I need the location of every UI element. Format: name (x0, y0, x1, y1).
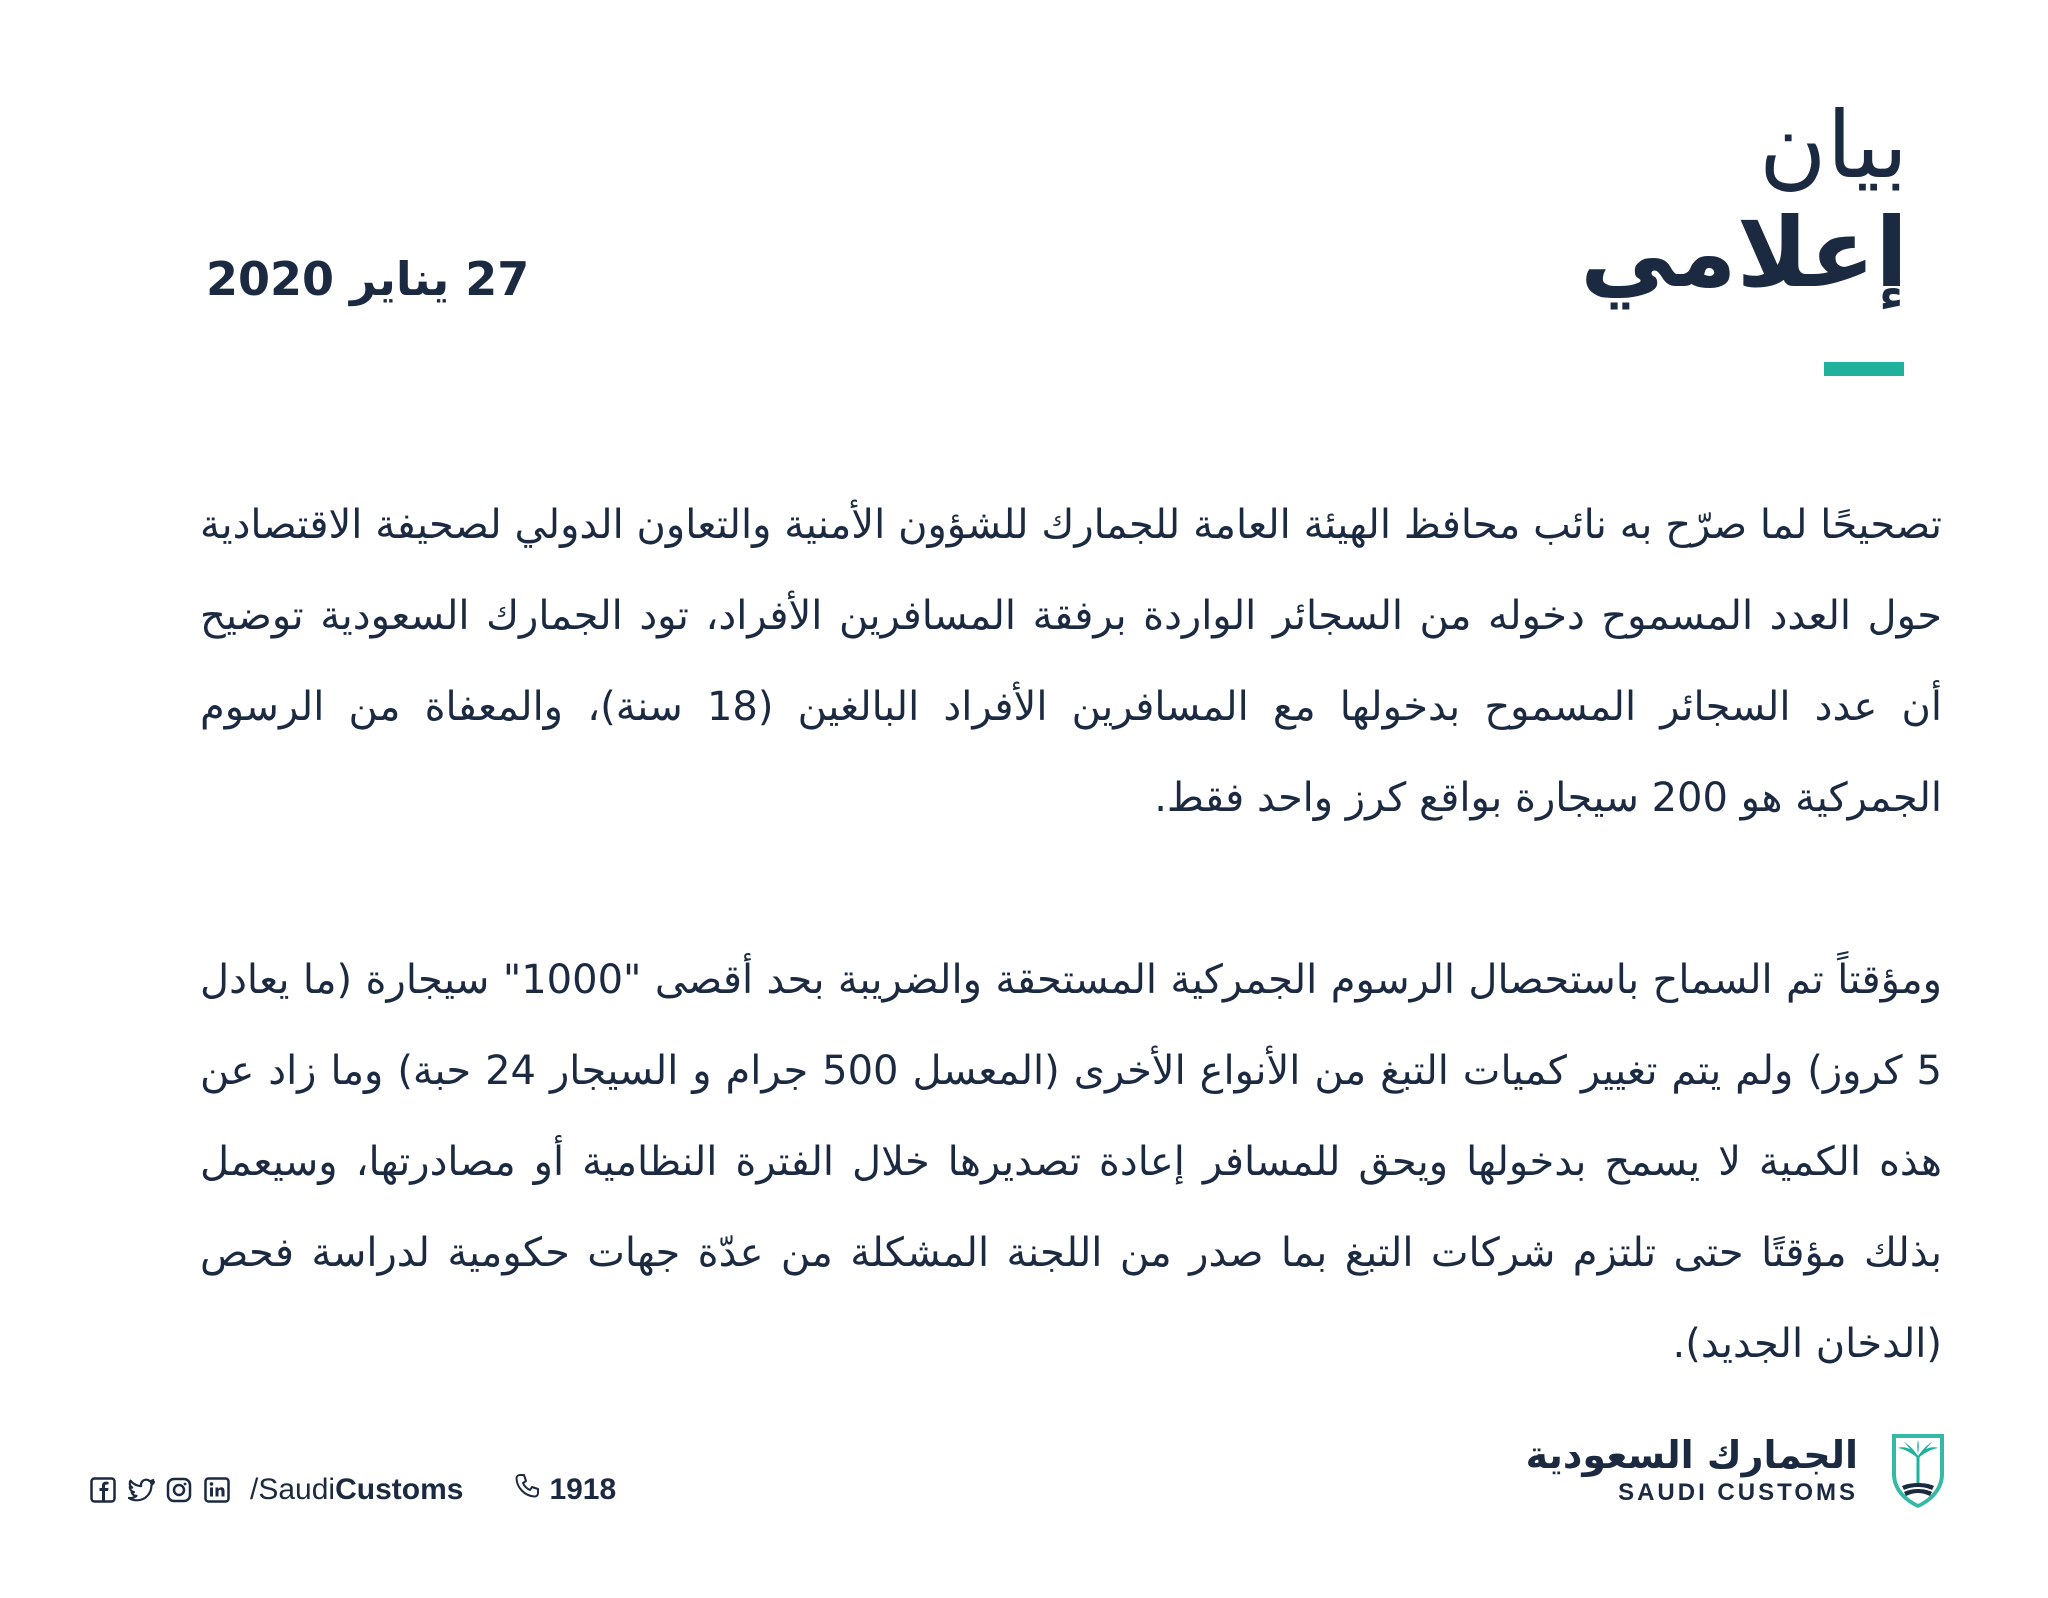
facebook-icon[interactable] (90, 1477, 116, 1503)
saudi-customs-logo (1526, 1430, 1950, 1510)
handle-bold: Customs (335, 1473, 464, 1506)
linkedin-icon[interactable] (204, 1477, 230, 1503)
phone-label: 1918 (549, 1473, 617, 1506)
handle-prefix: /Saudi (250, 1473, 336, 1506)
title-line-2: إعلامي (1580, 197, 1908, 309)
phone-icon (513, 1472, 549, 1508)
brand-name-arabic: الجمارك السعودية (1525, 1433, 1858, 1478)
footer-contacts (90, 1470, 616, 1510)
body-paragraph-2: ومؤقتاً تم السماح باستحصال الرسوم الجمركية المستحقة والضريبة بحد أقصى "1000" سيجارة (ما يعادل 5 كروز) ولم يتم تغيير كميات التبغ من الأنواع الأخرى (المعسل 500 جرام و السيجار 24 حبة) وما زاد عن هذه الكمية لا يسمح بدخولها ويحق للمسافر إعادة تصديرها خلال الفترة النظامية أو مصادرتها، وسيعمل بذلك مؤقتًا حتى تلتزم شركات التبغ بما صدر من اللجنة المشكلة من عدّة جهات حكومية لدراسة فحص (الدخان الجديد). (200, 957, 1942, 1367)
palm-emblem-icon (1886, 1430, 1950, 1510)
title-line-1: بيان (1759, 92, 1908, 199)
brand-name-english: SAUDI CUSTOMS (1618, 1478, 1858, 1506)
accent-bar (1824, 362, 1904, 376)
instagram-icon[interactable] (166, 1477, 192, 1503)
body-paragraph-1: تصحيحًا لما صرّح به نائب محافظ الهيئة العامة للجمارك للشؤون الأمنية والتعاون الدولي لصحيفة الاقتصادية حول العدد المسموح دخوله من السجائر الواردة برفقة المسافرين الأفراد، تود الجمارك السعودية توضيح أن عدد السجائر المسموح بدخولها مع المسافرين الأفراد البالغين (18 سنة)، والمعفاة من الرسوم الجمركية هو 200 سيجارة بواقع كرز واحد فقط. (200, 502, 1942, 821)
statement-date: 27 يناير 2020 (206, 252, 530, 306)
phone-number[interactable] (513, 1472, 616, 1508)
twitter-icon[interactable] (128, 1477, 154, 1503)
social-handle[interactable] (250, 1473, 463, 1507)
